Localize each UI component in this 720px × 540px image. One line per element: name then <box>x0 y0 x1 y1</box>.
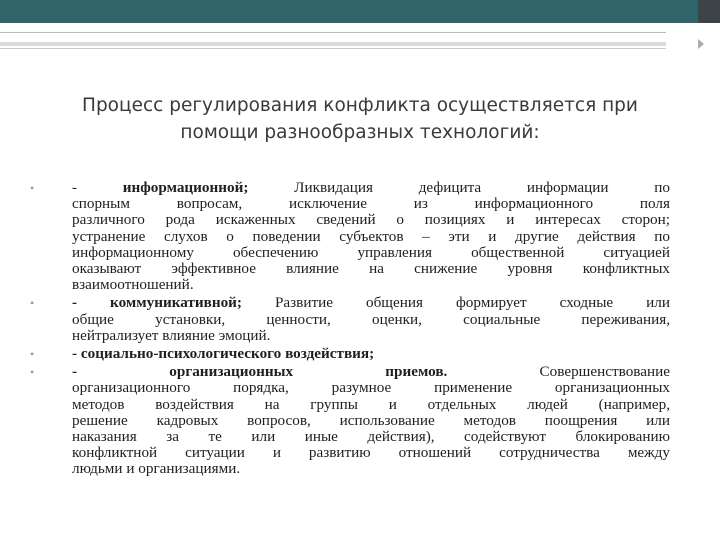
item-term: организационных приемов. <box>169 363 448 381</box>
list-item-informational <box>30 180 670 293</box>
item-dash: - <box>72 179 123 196</box>
item-text: Развитие общения формирует сходные или <box>274 294 670 312</box>
item-text-line: общие установки, ценности, оценки, социальные переживания, <box>72 310 670 328</box>
item-first-line <box>72 346 670 362</box>
item-dash: - <box>72 363 78 381</box>
item-text-line: оказывают эффективное влияние на снижение уровня конфликтных <box>72 260 670 278</box>
arrow-marker-icon <box>698 39 704 49</box>
bullet-icon: • <box>30 365 35 380</box>
item-text-line: людьми и организациями. <box>72 460 241 478</box>
slide-title <box>40 92 680 146</box>
item-first-line <box>72 364 670 380</box>
item-term: информационной; <box>122 179 249 196</box>
bullet-icon: • <box>30 296 35 311</box>
item-text-line: методов воздействия на группы и отдельных людей (например, <box>72 395 670 413</box>
bullet-icon: • <box>30 347 35 362</box>
item-text-line: конфликтной ситуации и развитию отношений сотрудничества между <box>72 444 670 462</box>
item-text-line: спорным вопросам, исключение из информационного поля <box>72 195 670 213</box>
item-text-line: информационному обеспечению управления общественной ситуацией <box>72 243 670 261</box>
slide-title-line: Процесс регулирования конфликта осуществляется при <box>82 95 638 116</box>
list-item-socio-psychological <box>30 346 670 362</box>
item-text: Совершенствование <box>539 363 670 381</box>
slide-title-line: помощи разнообразных технологий: <box>180 122 540 143</box>
item-text-line: решение кадровых вопросов, использование методов поощрения или <box>72 411 670 429</box>
divider-line <box>0 32 666 33</box>
divider-band <box>0 42 666 46</box>
divider-line-lower <box>0 48 666 49</box>
list-item-communicative <box>30 295 670 344</box>
item-text-line: различного рода искаженных сведений о позициях и интересах сторон; <box>72 211 670 229</box>
item-term: - социально-психологического воздействия; <box>72 345 375 363</box>
list-item-organizational <box>30 364 670 477</box>
item-text-line: нейтрализует влияние эмоций. <box>72 326 271 344</box>
bullet-icon: • <box>30 181 35 195</box>
technology-list <box>30 180 670 480</box>
header-bar-corner <box>698 0 720 23</box>
item-text-line: организационного порядка, разумное применение организационных <box>72 379 670 397</box>
item-text-line: наказания за те или иные действия), содействуют блокированию <box>72 428 670 446</box>
item-first-line <box>72 180 670 196</box>
item-text: Ликвидация дефицита информации по <box>294 179 670 196</box>
item-term: - коммуникативной; <box>72 294 242 312</box>
item-text-line: взаимоотношений. <box>72 276 194 294</box>
item-text-line: устранение слухов о поведении субъектов – эти и другие действия по <box>72 227 670 245</box>
item-first-line <box>72 295 670 311</box>
header-bar <box>0 0 698 23</box>
